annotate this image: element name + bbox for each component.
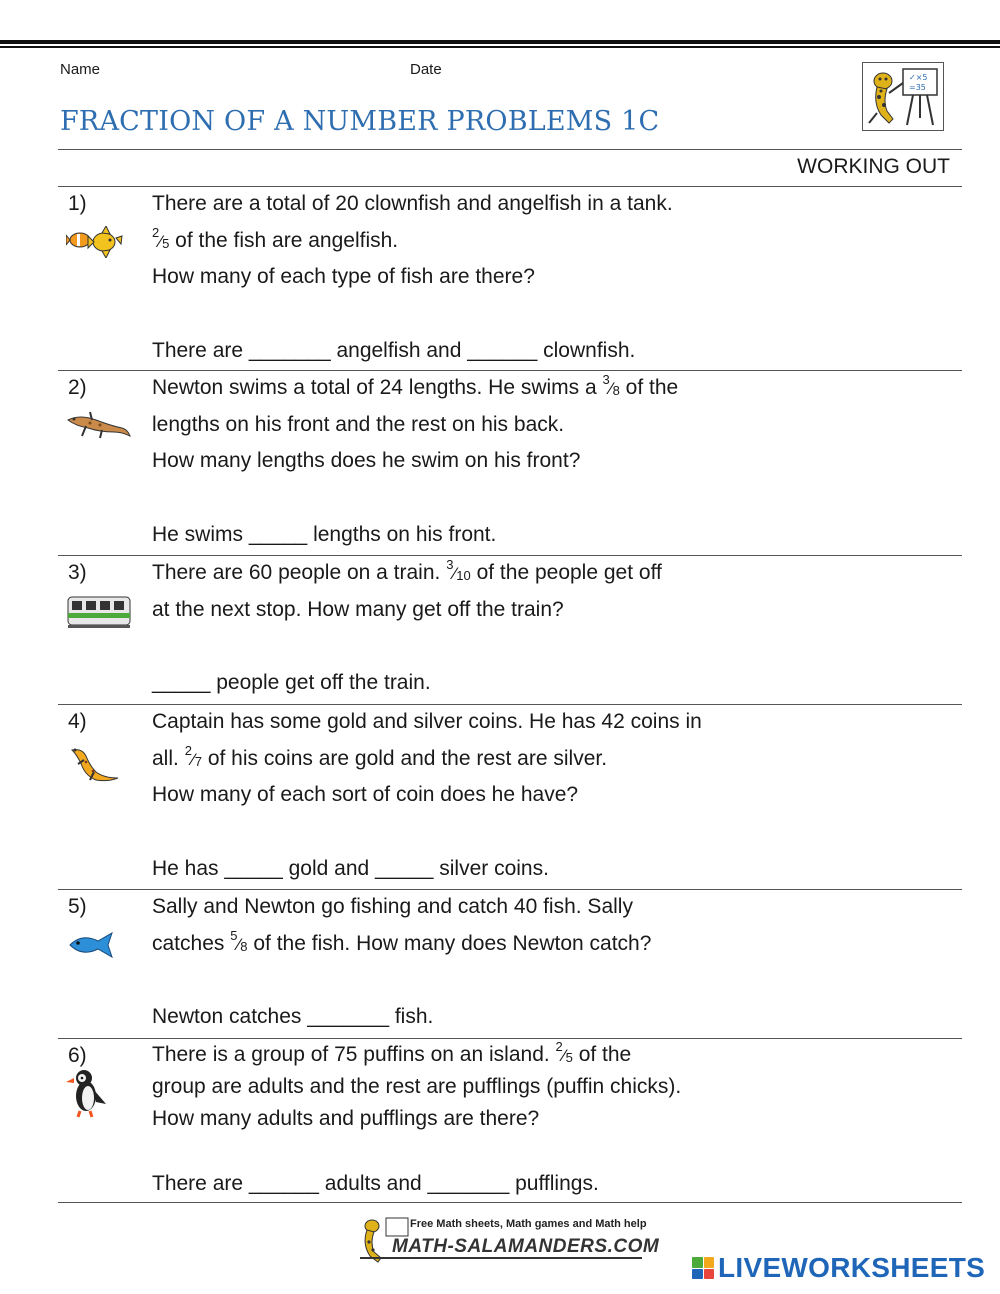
fraction: $^2⁄_7$ (184, 742, 202, 769)
name-label: Name (60, 61, 101, 78)
problem-line (152, 814, 792, 851)
fraction: $^2⁄_5$ (555, 1039, 573, 1065)
blue-fish-icon (66, 929, 116, 964)
answer-line: He swims _____ lengths on his front. (152, 522, 497, 546)
working-out-heading: WORKING OUT (797, 155, 950, 178)
worksheet-title: FRACTION OF A NUMBER PROBLEMS 1C (60, 106, 660, 137)
problem-line: lengths on his front and the rest on his back. (152, 412, 565, 436)
problem-line: Captain has some gold and silver coins. He has 42 coins in (152, 710, 702, 733)
problem-line: There are 60 people on a train. $^3⁄_{10}$ of the people get off (152, 557, 662, 584)
problem-line (152, 1136, 792, 1169)
answer-line: There are _______ angelfish and ______ clownfish. (152, 338, 636, 362)
problem-line: $^2⁄_5$ of the fish are angelfish. (152, 224, 399, 252)
problem-line: How many adults and pufflings are there? (152, 1107, 540, 1130)
date-label: Date (410, 61, 442, 78)
problem-line: There are a total of 20 clownfish and angelfish in a tank. (152, 192, 673, 215)
header-rule (58, 149, 962, 150)
clownfish-icon (66, 226, 124, 263)
liveworksheets-watermark (692, 1252, 985, 1284)
footer-brand: MATH-SALAMANDERS.COM (392, 1236, 660, 1257)
problem-line: How many of each sort of coin does he have? (152, 783, 579, 807)
problem-number: 1) (68, 192, 87, 215)
problem-line: group are adults and the rest are pufflings (puffin chicks). (152, 1074, 682, 1098)
salamander-icon (66, 744, 122, 789)
liveworksheets-text: LIVEWORKSHEETS (718, 1252, 986, 1283)
answer-line: There are ______ adults and _______ pufflings. (152, 1172, 599, 1195)
problem-line: Sally and Newton go fishing and catch 40 fish. Sally (152, 895, 633, 918)
row-divider (58, 1202, 962, 1203)
problem-line: How many of each type of fish are there? (152, 265, 535, 289)
problem-line: all. $^2⁄_7$ of his coins are gold and the rest are silver. (152, 742, 608, 770)
problem-line (152, 296, 792, 333)
problem-number: 4) (68, 710, 87, 733)
problem-number: 5) (68, 895, 87, 918)
liveworksheets-icon (692, 1257, 714, 1279)
top-rule-thin (0, 46, 1000, 48)
answer-line: _____ people get off the train. (152, 671, 431, 695)
fraction: $^3⁄_{10}$ (446, 557, 471, 583)
newt-icon (66, 410, 132, 445)
problem-line: There is a group of 75 puffins on an island. $^2⁄_5$ of the (152, 1039, 632, 1066)
train-icon (66, 595, 132, 636)
problem-line (152, 962, 792, 999)
fraction: $^5⁄_8$ (230, 927, 248, 954)
answer-line: He has _____ gold and _____ silver coins. (152, 856, 549, 880)
footer-tagline: Free Math sheets, Math games and Math help (410, 1218, 647, 1230)
svg-text:=35: =35 (909, 83, 926, 92)
problem-line (152, 480, 792, 517)
problem-line (152, 628, 792, 665)
problem-number: 6) (68, 1044, 87, 1067)
top-rule-thick (0, 40, 1000, 44)
problem-line: How many lengths does he swim on his front? (152, 449, 581, 473)
problem-line: catches $^5⁄_8$ of the fish. How many does Newton catch? (152, 927, 652, 955)
problem-line: Newton swims a total of 24 lengths. He swims a $^3⁄_8$ of the (152, 372, 679, 399)
fraction: $^2⁄_5$ (152, 224, 170, 251)
answer-line: Newton catches _______ fish. (152, 1005, 434, 1029)
problem-number: 2) (68, 376, 87, 399)
problem-line: at the next stop. How many get off the train? (152, 597, 564, 621)
salamander-teacher-logo (862, 62, 944, 131)
fraction: $^3⁄_8$ (602, 372, 620, 398)
puffin-icon (66, 1068, 110, 1123)
problem-number: 3) (68, 561, 87, 584)
svg-text:✓×5: ✓×5 (909, 73, 928, 82)
